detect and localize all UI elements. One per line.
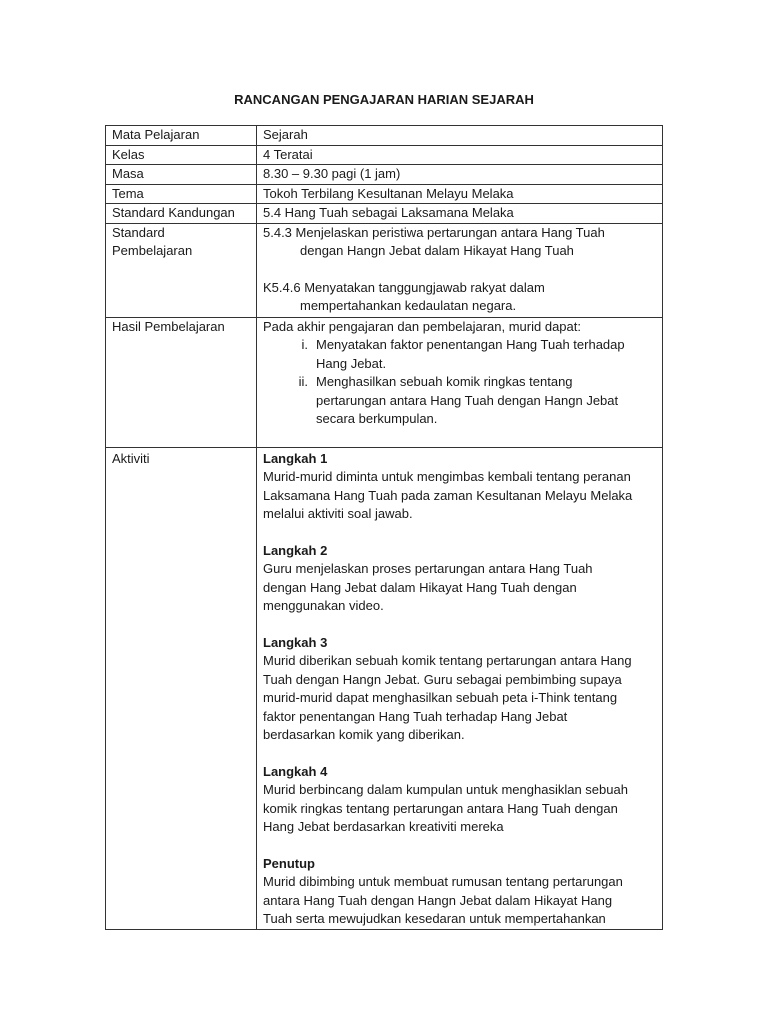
table-row [106,447,663,929]
row-label-learning-standard [106,223,257,317]
step-line: Murid dibimbing untuk membuat rumusan tentang pertarungan [263,874,623,889]
step-line: dengan Hang Jebat dalam Hikayat Hang Tuah dengan [263,579,577,595]
row-value-learning-standard [257,223,663,317]
outcomes-list [263,336,656,429]
step-line: Tuah dengan Hangn Jebat. Guru sebagai pembimbing supaya [263,671,622,687]
step-line: Murid diberikan sebuah komik tentang pertarungan antara Hang [263,653,632,668]
row-value-theme: Tokoh Terbilang Kesultanan Melayu Melaka [257,184,663,204]
list-line: Menghasilkan sebuah komik ringkas tentang [316,374,573,389]
standard-line: 5.4.3 Menjelaskan peristiwa pertarungan antara Hang Tuah [263,224,605,240]
table-row [106,204,663,224]
row-value-activities [257,447,663,929]
table-row [106,317,663,447]
list-item [263,336,656,373]
row-label-subject: Mata Pelajaran [106,126,257,146]
activity-step [263,450,656,524]
table-row [106,145,663,165]
step-heading: Langkah 4 [263,763,328,779]
step-line: Murid-murid diminta untuk mengimbas kembali tentang peranan [263,469,631,484]
step-line: faktor penentangan Hang Tuah terhadap Hang Jebat [263,708,568,724]
activity-step [263,855,656,929]
activity-step [263,542,656,616]
step-heading: Langkah 3 [263,634,328,650]
standard-line: mempertahankan kedaulatan negara. [300,298,517,313]
row-value-time: 8.30 – 9.30 pagi (1 jam) [257,165,663,185]
activity-step [263,634,656,745]
step-heading: Langkah 2 [263,542,328,558]
row-label-outcomes: Hasil Pembelajaran [106,317,257,447]
list-number: i. [301,337,308,352]
list-line: Hang Jebat. [316,355,387,371]
table-row [106,165,663,185]
outcomes-intro: Pada akhir pengajaran dan pembelajaran, murid dapat: [263,318,581,334]
step-line: Laksamana Hang Tuah pada zaman Kesultanan Melayu Melaka [263,487,633,503]
list-item [263,373,656,429]
step-line: menggunakan video. [263,598,384,613]
lesson-plan-table [105,125,663,930]
list-line: Menyatakan faktor penentangan Hang Tuah terhadap [316,337,625,352]
step-line: Murid berbincang dalam kumpulan untuk menghasiklan sebuah [263,782,628,797]
table-row [106,184,663,204]
step-line: antara Hang Tuah dengan Hangn Jebat dalam Hikayat Hang [263,892,613,908]
step-heading: Penutup [263,855,315,871]
step-line: berdasarkan komik yang diberikan. [263,727,465,742]
activity-step [263,763,656,837]
row-value-outcomes [257,317,663,447]
step-line: Hang Jebat berdasarkan kreativiti mereka [263,819,504,834]
row-value-class: 4 Teratai [257,145,663,165]
step-line: Tuah serta mewujudkan kesedaran untuk mempertahankan [263,911,606,926]
label-line: Pembelajaran [112,243,193,258]
step-line: murid-murid dapat menghasilkan sebuah peta i-Think tentang [263,690,618,705]
table-row [106,223,663,317]
step-line: komik ringkas tentang pertarungan antara Hang Tuah dengan [263,800,618,816]
row-label-time: Masa [106,165,257,185]
row-value-subject: Sejarah [257,126,663,146]
list-line: secara berkumpulan. [316,411,438,426]
row-label-theme: Tema [106,184,257,204]
label-line: Standard [112,224,165,240]
row-label-class: Kelas [106,145,257,165]
page-title: RANCANGAN PENGAJARAN HARIAN SEJARAH [234,92,534,107]
list-line: pertarungan antara Hang Tuah dengan Hangn Jebat [316,392,619,408]
row-label-content-standard: Standard Kandungan [106,204,257,224]
step-line: Guru menjelaskan proses pertarungan antara Hang Tuah [263,561,593,576]
standard-line: K5.4.6 Menyatakan tanggungjawab rakyat dalam [263,279,545,295]
row-label-activities: Aktiviti [106,447,257,929]
step-line: melalui aktiviti soal jawab. [263,506,413,521]
row-value-content-standard: 5.4 Hang Tuah sebagai Laksamana Melaka [257,204,663,224]
step-heading: Langkah 1 [263,450,328,466]
standard-line: dengan Hangn Jebat dalam Hikayat Hang Tuah [300,243,574,258]
table-row [106,126,663,146]
list-number: ii. [298,374,308,389]
